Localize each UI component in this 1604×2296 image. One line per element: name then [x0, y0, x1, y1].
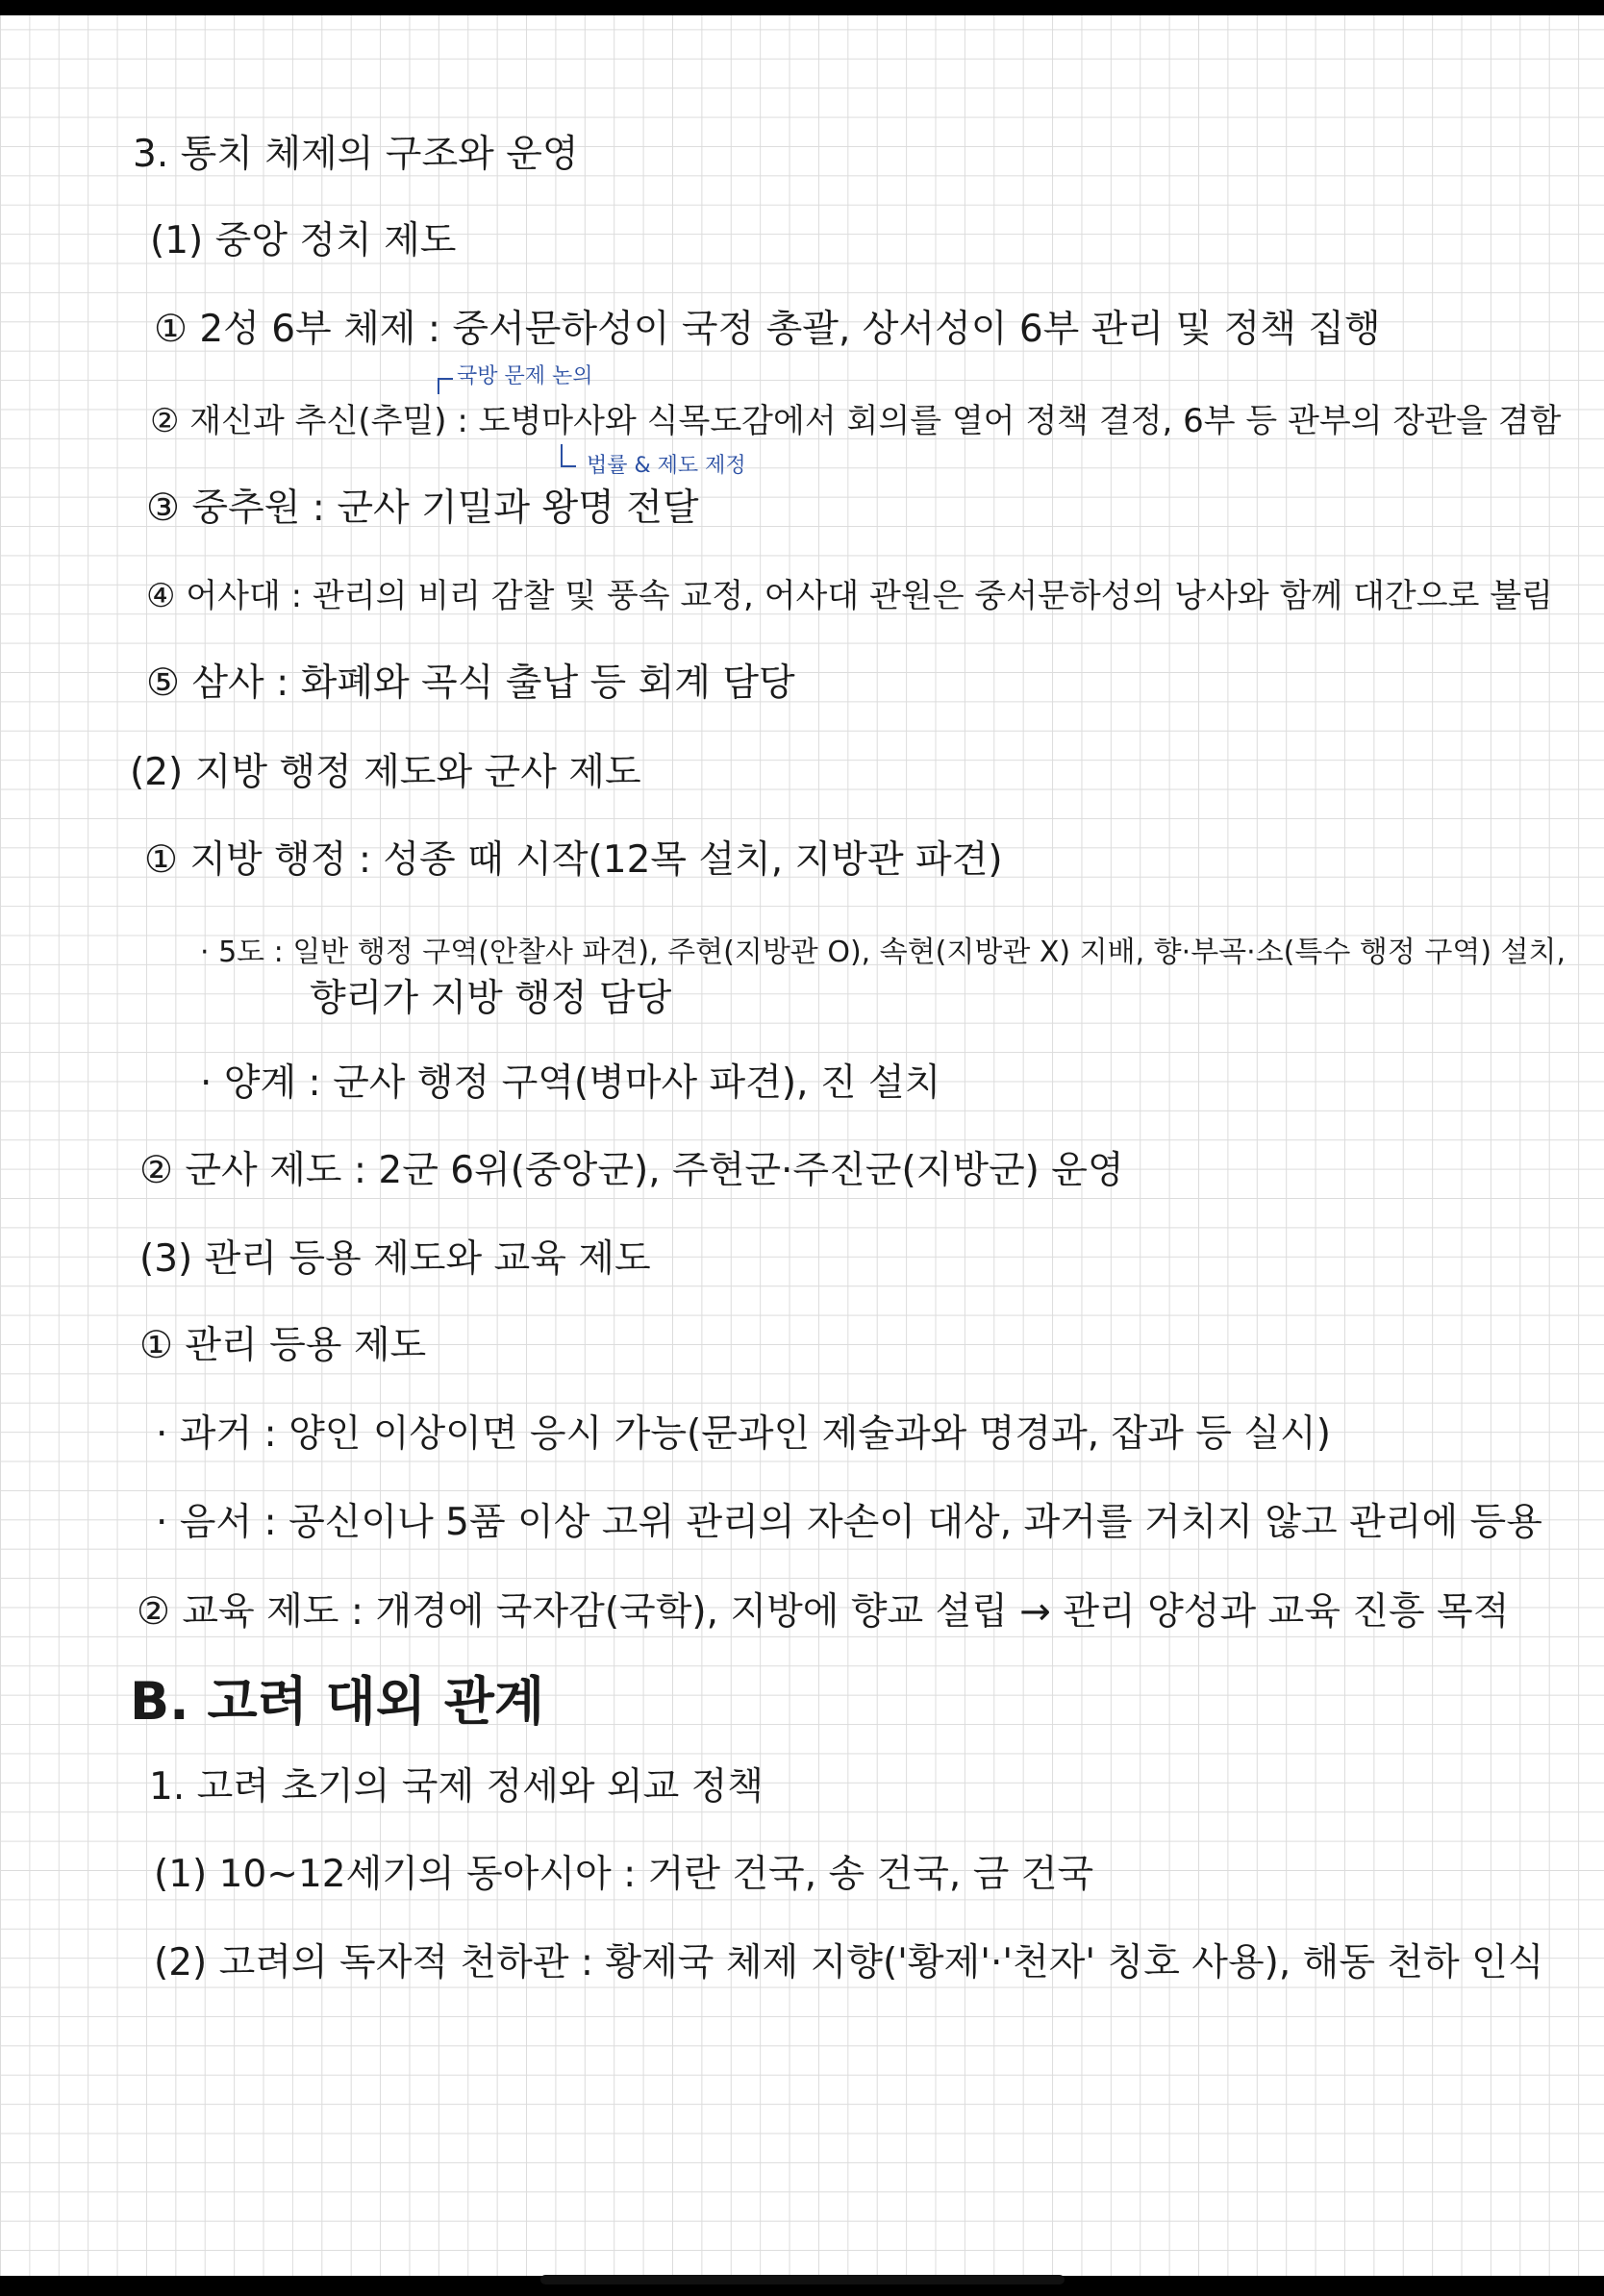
note-line: ② 군사 제도 : 2군 6위(중앙군), 주현군·주진군(지방군) 운영	[139, 1149, 1124, 1192]
section-heading: 1. 고려 초기의 국제 정세와 외교 정책	[149, 1765, 764, 1809]
status-bar	[0, 0, 1604, 15]
margin-annotation: 국방 문제 논의	[457, 364, 593, 388]
note-line: ① 관리 등용 제도	[139, 1324, 427, 1367]
note-line: ② 교육 제도 : 개경에 국자감(국학), 지방에 향교 설립 → 관리 양성과 교육 진흥 목적	[137, 1590, 1510, 1634]
annotation-bracket	[438, 378, 453, 394]
annotation-bracket	[561, 444, 576, 467]
note-line: ① 지방 행정 : 성종 때 시작(12목 설치, 지방관 파견)	[144, 838, 1003, 882]
bullet-continuation: 향리가 지방 행정 담당	[310, 977, 672, 1020]
bullet-line: · 양계 : 군사 행정 구역(병마사 파견), 진 설치	[200, 1061, 941, 1105]
note-line: ① 2성 6부 체제 : 중서문하성이 국정 총괄, 상서성이 6부 관리 및 정책 집행	[154, 308, 1381, 351]
section-heading: 3. 통치 체제의 구조와 운영	[133, 133, 579, 176]
subsection-heading: (1) 10~12세기의 동아시아 : 거란 건국, 송 건국, 금 건국	[154, 1853, 1094, 1896]
note-line: ② 재신과 추신(추밀) : 도병마사와 식목도감에서 회의를 열어 정책 결정, 6부 등 관부의 장관을 겸함	[150, 402, 1562, 440]
bullet-line: · 음서 : 공신이나 5품 이상 고위 관리의 자손이 대상, 과거를 거치지 않고 관리에 등용	[156, 1501, 1542, 1544]
home-indicator[interactable]	[540, 2275, 1065, 2284]
bullet-line: · 과거 : 양인 이상이면 응시 가능(문과인 제술과와 명경과, 잡과 등 실시)	[156, 1412, 1331, 1456]
note-line: ⑤ 삼사 : 화폐와 곡식 출납 등 회계 담당	[146, 661, 795, 705]
subsection-heading: (2) 고려의 독자적 천하관 : 황제국 체제 지향('황제'·'천자' 칭호 사용), 해동 천하 인식	[154, 1941, 1544, 1984]
bullet-line: · 5도 : 일반 행정 구역(안찰사 파견), 주현(지방관 O), 속현(지방관 X) 지배, 향·부곡·소(특수 행정 구역) 설치,	[200, 936, 1566, 969]
subsection-heading: (2) 지방 행정 제도와 군사 제도	[130, 751, 641, 794]
margin-annotation: 법률 & 제도 제정	[587, 454, 746, 478]
subsection-heading: (3) 관리 등용 제도와 교육 제도	[139, 1237, 651, 1281]
chapter-heading: B. 고려 대외 관계	[130, 1671, 545, 1732]
note-line: ③ 중추원 : 군사 기밀과 왕명 전달	[146, 487, 699, 530]
note-line: ④ 어사대 : 관리의 비리 감찰 및 풍속 교정, 어사대 관원은 중서문하성의 낭사와 함께 대간으로 불림	[146, 577, 1553, 615]
subsection-heading: (1) 중앙 정치 제도	[150, 219, 457, 262]
